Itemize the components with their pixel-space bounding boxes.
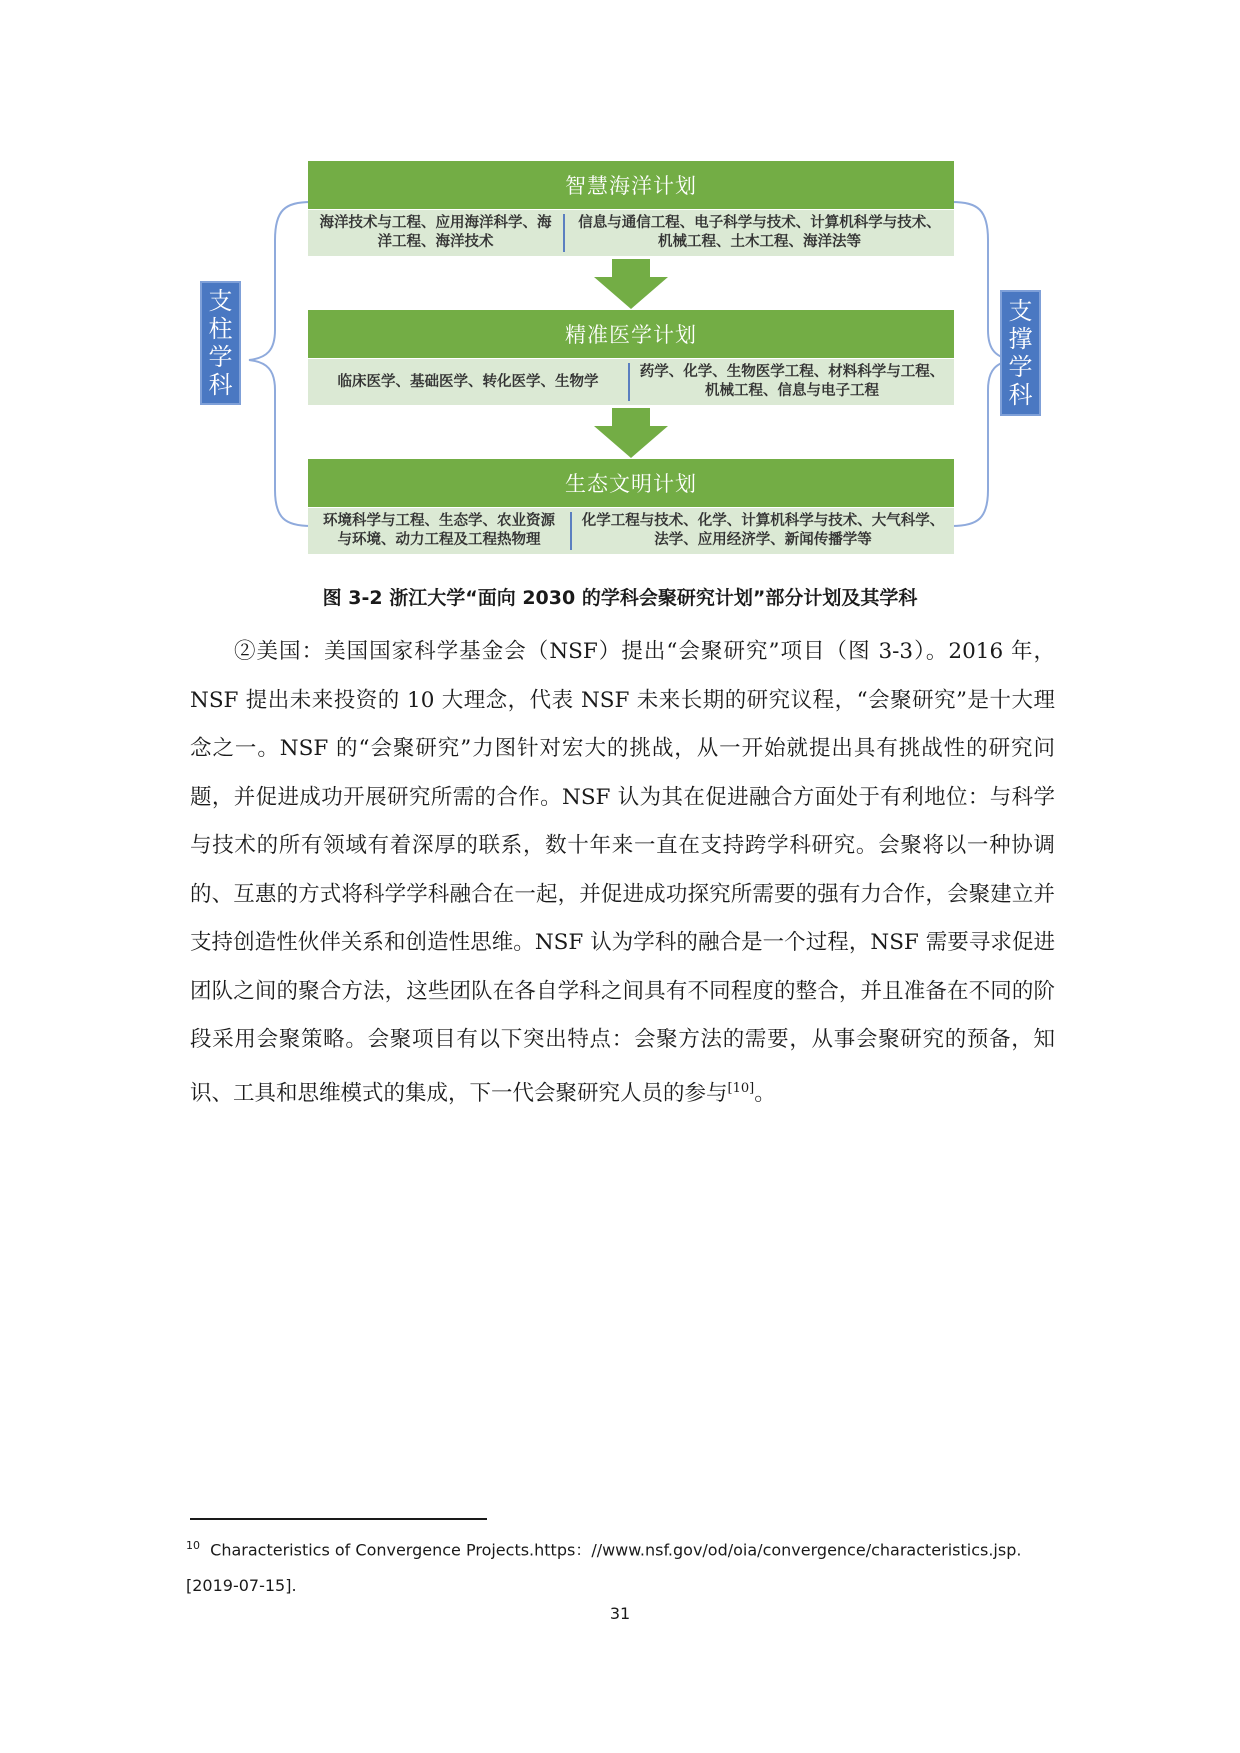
pillar-disciplines-label (200, 281, 241, 405)
footnote (186, 1528, 1056, 1604)
paragraph-end: 。 (754, 1080, 776, 1106)
support-disciplines: 化学工程与技术、化学、计算机科学与技术、大气科学、法学、应用经济学、新闻传播学等 (581, 513, 945, 548)
plan-title-smart-ocean: 智慧海洋计划 (308, 161, 954, 209)
label-char: 柱 (208, 315, 233, 343)
footnote-text: Characteristics of Convergence Projects.https：//www.nsf.gov/od/oia/convergence/characteristics.jsp. [2019-07-15]. (186, 1540, 1022, 1596)
support-disciplines-label (1000, 290, 1041, 416)
footnote-rule (190, 1518, 487, 1520)
footnote-number: 10 (186, 1539, 200, 1552)
pillar-disciplines: 海洋技术与工程、应用海洋科学、海洋工程、海洋技术 (319, 215, 552, 250)
label-char: 支 (208, 287, 233, 315)
pillar-disciplines: 临床医学、基础医学、转化医学、生物学 (337, 373, 599, 390)
down-arrow (594, 408, 668, 458)
plan-title-ecological-civilization: 生态文明计划 (308, 459, 954, 507)
label-char: 学 (208, 343, 233, 371)
plan-disciplines-smart-ocean (308, 210, 954, 256)
support-disciplines: 药学、化学、生物医学工程、材料科学与工程、机械工程、信息与电子工程 (639, 364, 945, 399)
page-number: 31 (609, 1604, 631, 1623)
label-char: 撑 (1008, 325, 1033, 353)
body-paragraph (190, 628, 1055, 1118)
down-arrow (594, 259, 668, 309)
label-char: 科 (208, 371, 233, 399)
plan-disciplines-ecological-civilization (308, 508, 954, 554)
plan-title-precision-medicine: 精准医学计划 (308, 310, 954, 358)
reference-marker: [10] (727, 1080, 755, 1096)
label-char: 科 (1008, 381, 1033, 409)
plan-disciplines-precision-medicine (308, 359, 954, 405)
support-disciplines: 信息与通信工程、电子科学与技术、计算机科学与技术、机械工程、土木工程、海洋法等 (578, 215, 941, 250)
paragraph-text: ②美国：美国国家科学基金会（NSF）提出“会聚研究”项目（图 3-3）。2016 年，NSF 提出未来投资的 10 大理念，代表 NSF 未来长期的研究议程，“会聚研究”是十大理念之一。NSF 的“会聚研究”力图针对宏大的挑战，从一开始就提出具有挑战性的研究问题，并促进成功开展研究所需的合作。NSF 认为其在促进融合方面处于有利地位：与科学与技术的所有领域有着深厚的联系，数十年来一直在支持跨学科研究。会聚将以一种协调的、互惠的方式将科学学科融合在一起，并促进成功探究所需要的强有力合作，会聚建立并支持创造性伙伴关系和创造性思维。NSF 认为学科的融合是一个过程，NSF 需要寻求促进团队之间的聚合方法，这些团队在各自学科之间具有不同程度的整合，并且准备在不同的阶段采用会聚策略。会聚项目有以下突出特点：会聚方法的需要，从事会聚研究的预备，知识、工具和思维模式的集成，下一代会聚研究人员的参与 (190, 639, 1055, 1106)
pillar-disciplines: 环境科学与工程、生态学、农业资源与环境、动力工程及工程热物理 (323, 513, 555, 548)
figure-caption: 图 3-2 浙江大学“面向 2030 的学科会聚研究计划”部分计划及其学科 (322, 587, 918, 609)
left-bracket (245, 200, 313, 530)
label-char: 支 (1008, 297, 1033, 325)
label-char: 学 (1008, 353, 1033, 381)
